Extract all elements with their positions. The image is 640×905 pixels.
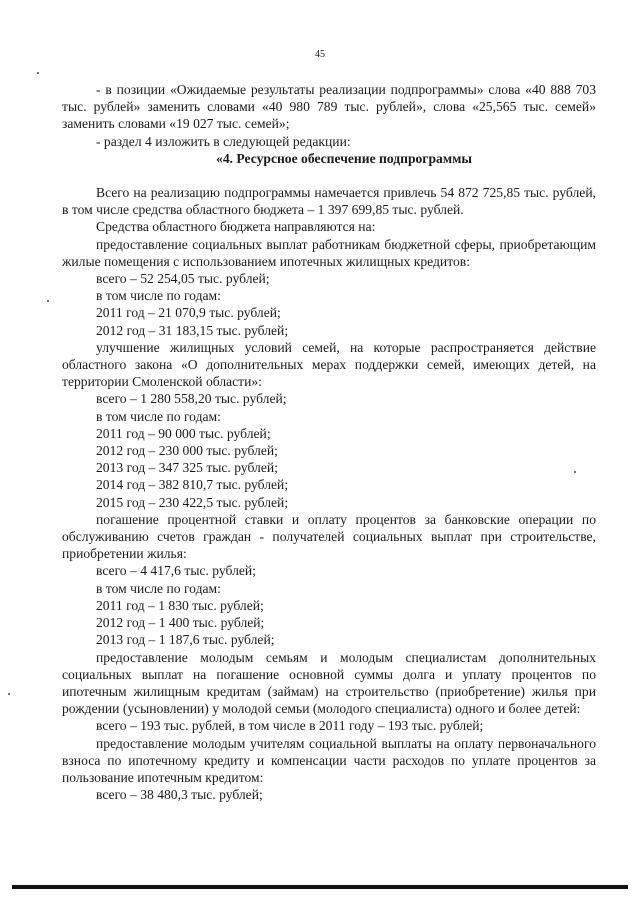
amount-year: 2012 год – 1 400 тыс. рублей; [96,615,265,631]
amount-total: всего – 38 480,3 тыс. рублей; [96,787,263,803]
amount-total: всего – 193 тыс. рублей, в том числе в 2011 году – 193 тыс. рублей; [96,718,484,734]
paragraph-total-funding: Всего на реализацию подпрограммы намечается привлечь 54 872 725,85 тыс. рублей, в том числе средства областного бюджета – 1 397 699,85 тыс. рублей. [62,185,596,218]
paragraph-family-housing: улучшение жилищных условий семей, на которые распространяется действие областного закона «О дополнительных мерах поддержки семей, имеющих детей, на территории Смоленской области»: [62,339,596,390]
amount-year: 2012 год – 230 000 тыс. рублей; [96,443,278,459]
amount-total: всего – 4 417,6 тыс. рублей; [96,563,256,579]
scan-speck [574,471,576,473]
amount-year: 2014 год – 382 810,7 тыс. рублей; [96,477,289,493]
paragraph-young-families: предоставление молодым семьям и молодым специалистам дополнительных социальных выплат на погашение основной суммы долга и уплату процентов по ипотечным жилищным кредитам (займам) на строительство (приобретение) жилья при рождении (усыновлении) у молодой семьи (молодого специалиста) одного и более детей: [62,649,596,717]
bottom-edge-line [12,885,628,889]
paragraph-young-teachers: предоставление молодым учителям социальной выплаты на оплату первоначального взноса по ипотечному кредиту и компенсации части расходов по уплате процентов за пользование ипотечным кредитом: [62,735,596,785]
amount-year: 2011 год – 1 830 тыс. рублей; [96,597,264,613]
amount-year: 2011 год – 90 000 тыс. рублей; [96,425,271,441]
scan-speck [37,72,39,74]
paragraph-position-results: - в позиции «Ожидаемые результаты реализации подпрограммы» слова «40 888 703 тыс. рублей» заменить словами «40 980 789 тыс. рублей», слова «25,565 тыс. семей» заменить словами «19 027 тыс. семей»; [62,82,596,132]
paragraph-section-4-instruction: - раздел 4 изложить в следующей редакции: [96,133,351,149]
page-number: 45 [315,49,325,60]
section-heading: «4. Ресурсное обеспечение подпрограммы [216,150,472,166]
amount-year: 2015 год – 230 422,5 тыс. рублей; [96,494,289,510]
paragraph-budget-directions: Средства областного бюджета направляются на: [96,219,376,235]
spacer [62,167,596,184]
amount-total: всего – 1 280 558,20 тыс. рублей; [96,391,287,407]
years-label: в том числе по годам: [96,580,221,596]
document-body [62,81,596,803]
amount-year: 2013 год – 347 325 тыс. рублей; [96,460,278,476]
scan-speck [8,693,10,695]
years-label: в том числе по годам: [96,408,221,424]
amount-total: всего – 52 254,05 тыс. рублей; [96,271,270,287]
amount-year: 2013 год – 1 187,6 тыс. рублей; [96,632,275,648]
paragraph-bank-operations: погашение процентной ставки и оплату процентов за банковские операции по обслуживанию счетов граждан - получателей социальных выплат при строительстве, приобретении жилья: [62,511,596,562]
years-label: в том числе по годам: [96,288,221,304]
scan-speck [47,300,49,302]
amount-year: 2012 год – 31 183,15 тыс. рублей; [96,322,289,338]
amount-year: 2011 год – 21 070,9 тыс. рублей; [96,305,281,321]
paragraph-public-sector-payments: предоставление социальных выплат работникам бюджетной сферы, приобретающим жилые помещения с использованием ипотечных жилищных кредитов: [62,236,596,269]
